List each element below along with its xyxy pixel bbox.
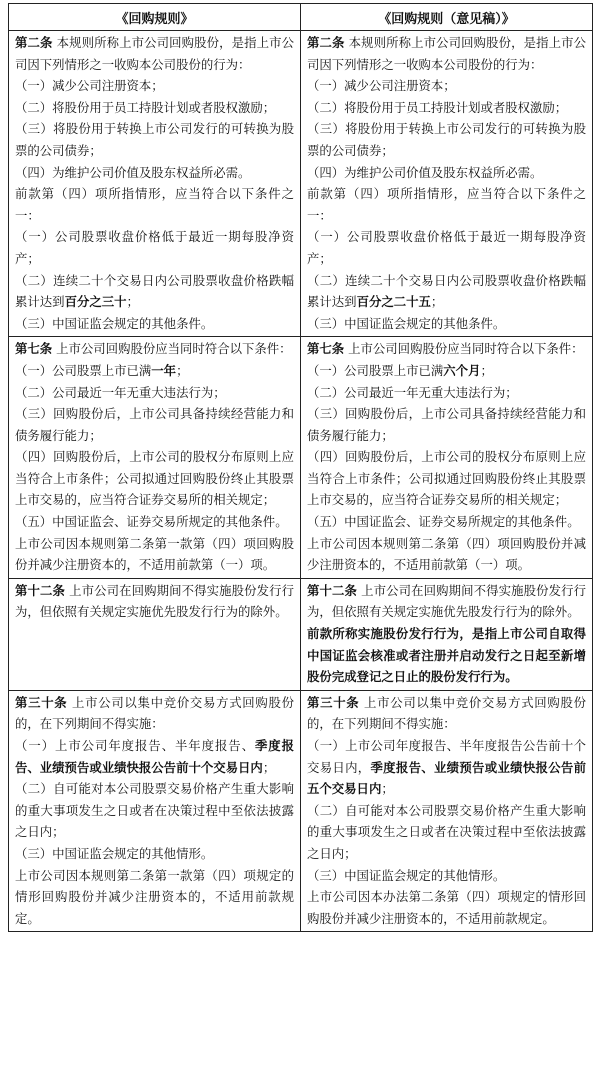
paragraph	[307, 511, 586, 533]
article-30-draft	[301, 690, 593, 932]
text-run: （三）中国证监会规定的其他条件。	[307, 315, 506, 331]
text-run: ；	[262, 759, 276, 775]
text-run: ；	[430, 294, 444, 310]
article-12-current	[9, 578, 301, 690]
paragraph	[15, 403, 294, 446]
paragraph	[15, 338, 294, 360]
text-run: ；	[480, 362, 493, 378]
text-run: 上市公司在回购期间不得实施股份发行行为，但依照有关规定实施优先股发行行为的除外。	[15, 582, 294, 620]
bold-text-run: 六个月	[443, 362, 481, 378]
text-run: （一）减少公司注册资本；	[307, 78, 456, 94]
paragraph	[307, 580, 586, 623]
paragraph	[307, 533, 586, 576]
table-header-row	[9, 4, 593, 31]
paragraph	[307, 403, 586, 446]
article-2-current	[9, 31, 301, 337]
paragraph	[307, 270, 586, 313]
text-run: （三）中国证监会规定的其他条件。	[15, 315, 214, 331]
paragraph	[15, 75, 294, 97]
text-run: （二）连续二十个交易日内公司股票收盘价格跌幅累计达到	[15, 272, 294, 310]
article-7-row	[9, 337, 593, 579]
text-run: 前款第（四）项所指情形，应当符合以下条件之一：	[307, 186, 586, 223]
text-run: （四）回购股份后，上市公司的股权分布原则上应当符合上市条件；公司拟通过回购股份终止其股票上市交易的，应当符合证券交易所的相关规定；	[307, 449, 586, 508]
text-run: 上市公司在回购期间不得实施股份发行行为，但依照有关规定实施优先股发行行为的除外。	[307, 582, 586, 620]
text-run: （五）中国证监会、证券交易所规定的其他条件。	[307, 514, 580, 530]
paragraph	[307, 360, 586, 382]
article-2-row	[9, 31, 593, 337]
text-run: （二）公司最近一年无重大违法行为；	[15, 384, 226, 400]
bold-text-run: 季度报告、业绩预告或业绩快报公告前十个交易日内	[15, 738, 295, 775]
paragraph	[307, 97, 586, 119]
paragraph	[15, 865, 294, 930]
text-run: （一）公司股票收盘价格低于最近一期每股净资产；	[15, 229, 294, 266]
article-7-current	[9, 337, 301, 579]
text-run: （二）将股份用于员工持股计划或者股权激励；	[307, 99, 568, 115]
text-run: 上市公司回购股份应当同时符合以下条件：	[52, 341, 292, 357]
paragraph	[15, 162, 294, 184]
bold-text-run: 第七条	[307, 341, 345, 357]
paragraph	[15, 32, 294, 75]
text-run: 上市公司因本规则第二条第（四）项回购股份并减少注册资本的，不适用前款第（一）项。	[307, 535, 586, 573]
bold-text-run: 第三十条	[15, 694, 68, 710]
text-run: 上市公司因本规则第二条第一款第（四）项规定的情形回购股份并减少注册资本的，不适用前款规定。	[15, 867, 294, 926]
paragraph	[15, 226, 294, 269]
text-run: ；	[381, 781, 394, 797]
paragraph	[307, 118, 586, 161]
text-run: 本规则所称上市公司回购股份，是指上市公司因下列情形之一收购本公司股份的行为：	[15, 35, 294, 72]
text-run: 上市公司以集中竞价交易方式回购股份的，在下列期间不得实施：	[15, 694, 294, 732]
text-run: （一）公司股票收盘价格低于最近一期每股净资产；	[307, 229, 586, 266]
text-run: （二）自可能对本公司股票交易价格产生重大影响的重大事项发生之日或者在决策过程中至依法披露之日内；	[307, 802, 586, 861]
text-run: 本规则所称上市公司回购股份，是指上市公司因下列情形之一收购本公司股份的行为：	[307, 35, 586, 72]
paragraph	[15, 843, 294, 865]
text-run: （四）为维护公司价值及股东权益所必需。	[15, 164, 251, 180]
paragraph	[307, 162, 586, 184]
text-run: （三）将股份用于转换上市公司发行的可转换为股票的公司债券；	[15, 121, 294, 158]
text-run: （三）将股份用于转换上市公司发行的可转换为股票的公司债券；	[307, 121, 586, 158]
text-run: （四）回购股份后，上市公司的股权分布原则上应当符合上市条件；公司拟通过回购股份终止其股票上市交易的，应当符合证券交易所的相关规定；	[15, 449, 294, 508]
paragraph	[307, 446, 586, 511]
text-run: 上市公司回购股份应当同时符合以下条件：	[344, 341, 584, 357]
paragraph	[307, 800, 586, 865]
article-12-draft	[301, 578, 593, 690]
text-run: 上市公司因本规则第二条第一款第（四）项回购股份并减少注册资本的，不适用前款第（一）项。	[15, 535, 294, 573]
text-run: （一）公司股票上市已满	[307, 362, 444, 378]
bold-text-run: 第二条	[307, 35, 345, 50]
paragraph	[15, 580, 294, 623]
paragraph	[15, 270, 294, 313]
paragraph	[307, 313, 586, 335]
column-header-current-rules: 《回购规则》	[9, 4, 301, 31]
text-run: （二）自可能对本公司股票交易价格产生重大影响的重大事项发生之日或者在决策过程中至依法披露之日内；	[15, 781, 294, 840]
paragraph	[15, 735, 294, 778]
text-run: （一）公司股票上市已满	[15, 362, 152, 378]
bold-text-run: 第七条	[15, 341, 53, 357]
text-run: （二）连续二十个交易日内公司股票收盘价格跌幅累计达到	[307, 272, 586, 310]
text-run: （二）公司最近一年无重大违法行为；	[307, 384, 518, 400]
article-12-row	[9, 578, 593, 690]
article-30-current	[9, 690, 301, 932]
paragraph	[15, 118, 294, 161]
paragraph	[307, 692, 586, 735]
bold-text-run: 第十二条	[15, 582, 66, 598]
text-run: （五）中国证监会、证券交易所规定的其他条件。	[15, 514, 288, 530]
text-run: ；	[126, 294, 139, 310]
paragraph	[15, 183, 294, 226]
bold-text-run: 一年	[151, 362, 177, 378]
bold-text-run: 第十二条	[307, 582, 358, 598]
text-run: （三）回购股份后，上市公司具备持续经营能力和债务履行能力；	[307, 406, 586, 443]
text-run: （一）上市公司年度报告、半年度报告公告前十个交易日内，	[307, 738, 586, 775]
text-run: （三）中国证监会规定的其他情形。	[307, 867, 506, 883]
paragraph	[307, 865, 586, 887]
article-2-draft	[301, 31, 593, 337]
text-run: （一）上市公司年度报告、半年度报告、	[15, 738, 255, 753]
text-run: （二）将股份用于员工持股计划或者股权激励；	[15, 99, 276, 115]
paragraph	[307, 183, 586, 226]
article-7-draft	[301, 337, 593, 579]
paragraph	[307, 623, 586, 688]
paragraph	[307, 886, 586, 929]
paragraph	[307, 32, 586, 75]
paragraph	[15, 313, 294, 335]
paragraph	[307, 226, 586, 269]
paragraph	[15, 778, 294, 843]
text-run: （三）中国证监会规定的其他情形。	[15, 845, 214, 861]
bold-text-run: 前款所称实施股份发行行为，是指上市公司自取得中国证监会核准或者注册并启动发行之日起至新增股份完成登记之日止的股份发行行为。	[307, 626, 586, 685]
comparison-table	[8, 3, 593, 932]
bold-text-run: 第三十条	[307, 694, 360, 710]
text-run: 前款第（四）项所指情形，应当符合以下条件之一：	[15, 186, 294, 223]
article-30-row	[9, 690, 593, 932]
bold-text-run: 百分之三十	[64, 294, 127, 310]
bold-text-run: 第二条	[15, 35, 53, 50]
paragraph	[307, 735, 586, 800]
column-header-draft-rules: 《回购规则（意见稿）》	[301, 4, 593, 31]
paragraph	[15, 360, 294, 382]
paragraph	[15, 446, 294, 511]
paragraph	[15, 692, 294, 735]
text-run: 上市公司因本办法第二条第（四）项规定的情形回购股份并减少注册资本的，不适用前款规定。	[307, 889, 586, 926]
paragraph	[15, 511, 294, 533]
text-run: 上市公司以集中竞价交易方式回购股份的，在下列期间不得实施：	[307, 694, 586, 732]
bold-text-run: 季度报告、业绩预告或业绩快报公告前五个交易日内	[307, 759, 587, 797]
paragraph	[307, 382, 586, 404]
text-run: （一）减少公司注册资本；	[15, 78, 164, 94]
text-run: （三）回购股份后，上市公司具备持续经营能力和债务履行能力；	[15, 406, 294, 443]
paragraph	[15, 97, 294, 119]
text-run: ；	[176, 362, 189, 378]
paragraph	[15, 382, 294, 404]
paragraph	[15, 533, 294, 576]
paragraph	[307, 75, 586, 97]
paragraph	[307, 338, 586, 360]
text-run: （四）为维护公司价值及股东权益所必需。	[307, 164, 543, 180]
bold-text-run: 百分之二十五	[356, 294, 431, 310]
